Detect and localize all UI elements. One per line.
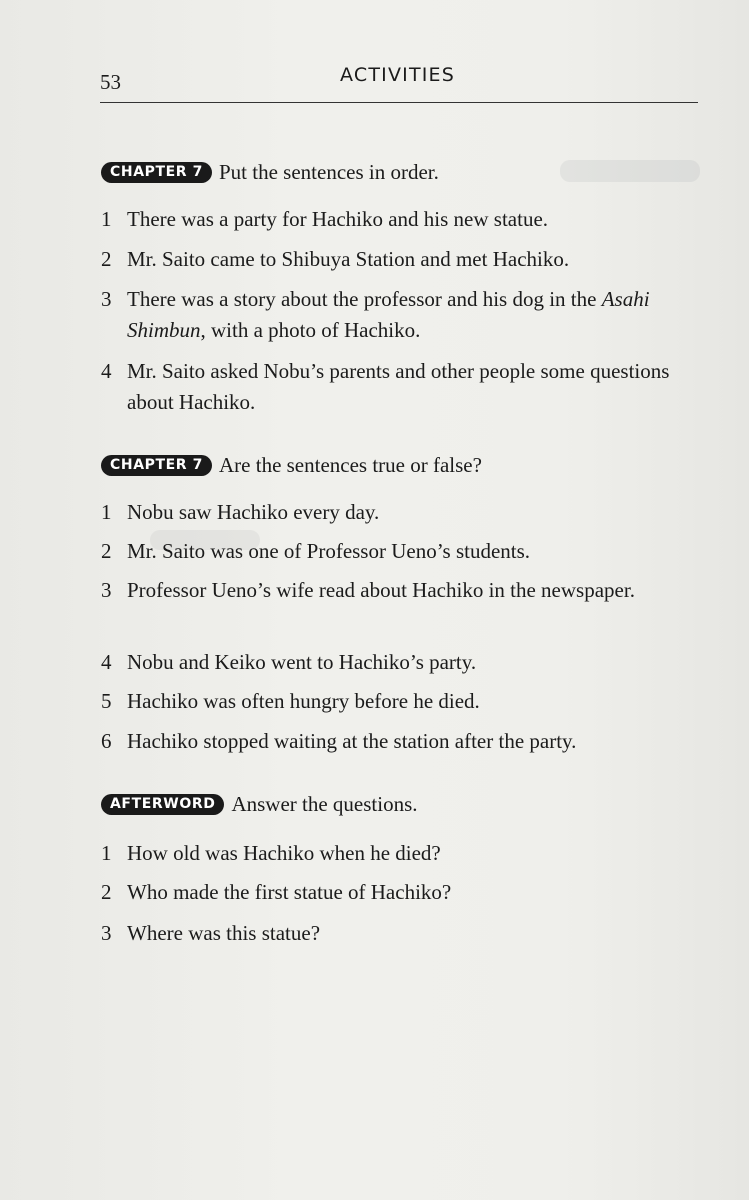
page-number: 53 [100,70,121,94]
list-item [101,356,701,418]
section-heading-order [101,158,439,186]
item-text: Mr. Saito was one of Professor Ueno’s students. [127,539,531,563]
section-heading-afterword [101,790,418,818]
item-number: 6 [101,729,112,753]
show-through-decoration [560,160,700,182]
item-text: Nobu saw Hachiko every day. [127,500,380,524]
item-text: Mr. Saito asked Nobu’s parents and other people some questions about Hachiko. [127,359,670,414]
item-text: Nobu and Keiko went to Hachiko’s party. [127,650,477,674]
item-text: There was a party for Hachiko and his new statue. [127,207,549,231]
item-number: 1 [101,500,112,524]
running-header [100,62,698,103]
item-text: Hachiko was often hungry before he died. [127,689,480,713]
list-item [101,284,701,346]
section-title: Answer the questions. [231,791,418,816]
item-number: 2 [101,247,112,271]
chapter-badge: CHAPTER 7 [101,455,212,476]
item-text: How old was Hachiko when he died? [127,841,441,865]
item-text [127,284,702,346]
item-text: Mr. Saito came to Shibuya Station and met Hachiko. [127,247,570,271]
item-text: Where was this statue? [127,921,321,945]
afterword-badge: AFTERWORD [101,794,224,815]
item-number: 3 [101,578,112,602]
item-number: 5 [101,689,112,713]
item-number: 4 [101,359,112,383]
item-text-part: There was a story about the professor and his dog in the [127,287,602,311]
newspaper-title: Asahi Shimbun [127,287,650,342]
chapter-badge: CHAPTER 7 [101,162,212,183]
item-text: Hachiko stopped waiting at the station after the party. [127,729,577,753]
header-title: ACTIVITIES [340,64,456,86]
list-item [101,575,701,637]
item-number: 4 [101,650,112,674]
item-text: Professor Ueno’s wife read about Hachiko in the newspaper. [127,578,635,602]
item-text: Who made the first statue of Hachiko? [127,880,452,904]
item-number: 2 [101,539,112,563]
section-heading-true-false [101,451,482,479]
item-number: 1 [101,841,112,865]
item-number: 1 [101,207,112,231]
item-text-part: , with a photo of Hachiko. [200,318,421,342]
item-number: 3 [101,921,112,945]
item-number: 3 [101,287,112,311]
section-title: Put the sentences in order. [219,159,439,184]
item-number: 2 [101,880,112,904]
section-title: Are the sentences true or false? [219,452,482,477]
